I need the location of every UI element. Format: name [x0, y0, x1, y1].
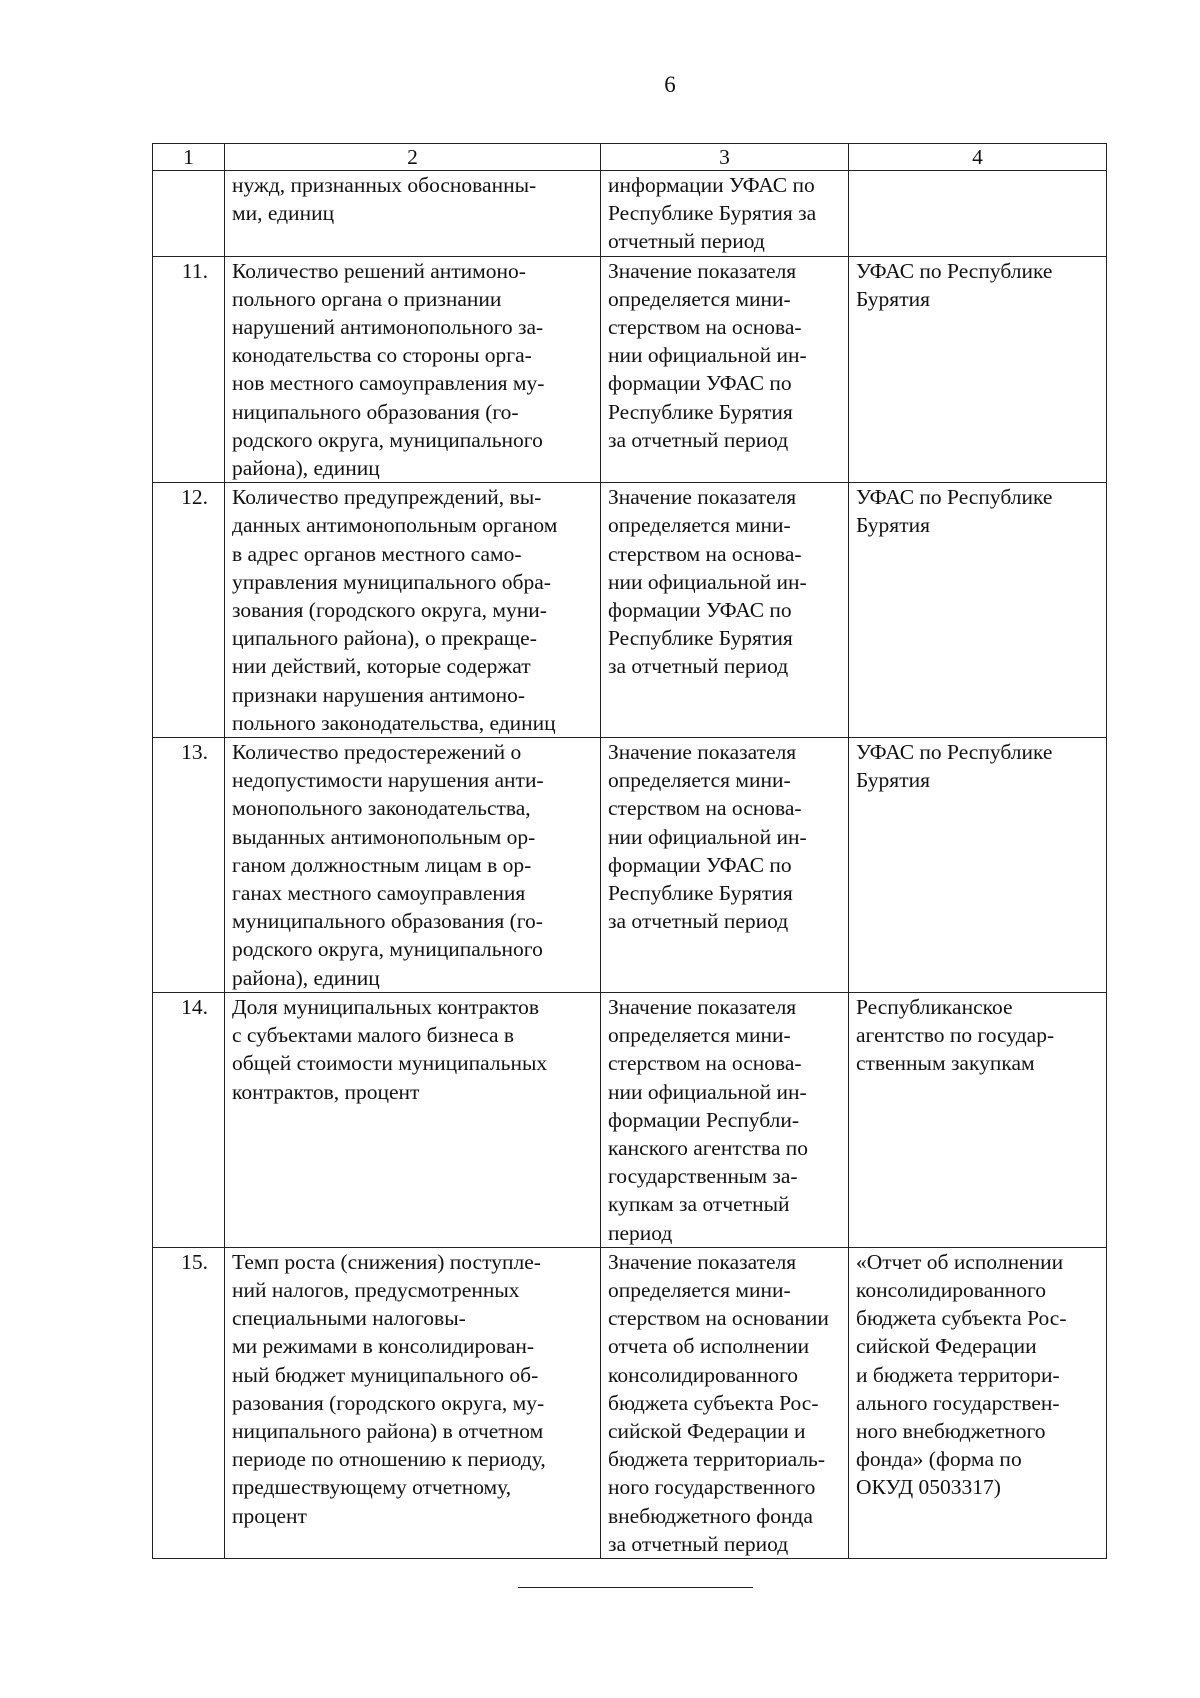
table-row	[153, 992, 1107, 1247]
row-number: 12.	[153, 483, 225, 738]
method-cell: Значение показателя определяется мини- стерством на основа- нии официальной ин- формации УФАС по Республике Бурятия за отчетный период	[601, 256, 849, 483]
indicator-cell: Количество решений антимоно- польного органа о признании нарушений антимонопольного за- конодательства со стороны орга- нов местного самоуправления му- ниципального образования (го- родского округа, муниципального района), единиц	[225, 256, 601, 483]
source-cell	[849, 171, 1107, 257]
row-number: 13.	[153, 738, 225, 993]
source-cell: УФАС по Республике Бурятия	[849, 483, 1107, 738]
indicator-cell: Количество предупреждений, вы- данных антимонопольным органом в адрес органов местного само- управления муниципального обра- зования (городского округа, муни- ципального района), о прекраще- нии действий, которые содержат признаки нарушения антимоно- польного законодательства, единиц	[225, 483, 601, 738]
indicator-cell: Количество предостережений о недопустимости нарушения анти- монопольного законодательства, выданных антимонопольным ор- ганом должностным лицам в ор- ганах местного самоуправления муниципального образования (го- родского округа, муниципального района), единиц	[225, 738, 601, 993]
method-cell: Значение показателя определяется мини- стерством на основа- нии официальной ин- формации УФАС по Республике Бурятия за отчетный период	[601, 483, 849, 738]
row-number	[153, 171, 225, 257]
row-number: 11.	[153, 256, 225, 483]
indicator-cell: нужд, признанных обоснованны- ми, единиц	[225, 171, 601, 257]
end-divider	[518, 1587, 753, 1588]
row-number: 15.	[153, 1247, 225, 1558]
table-header-row	[153, 144, 1107, 171]
page-number: 6	[664, 72, 676, 97]
indicators-table	[152, 143, 1107, 1559]
table-row	[153, 256, 1107, 483]
indicator-cell: Темп роста (снижения) поступле- ний налогов, предусмотренных специальными налоговы- ми режимами в консолидирован- ный бюджет муниципального об- разования (городского округа, му- ниципального района) в отчетном периоде по отношению к периоду, предшествующему отчетному, процент	[225, 1247, 601, 1558]
method-cell: Значение показателя определяется мини- стерством на основании отчета об исполнении консолидированного бюджета субъекта Рос- сийской Федерации и бюджета территориаль- ного государственного внебюджетного фонда за отчетный период	[601, 1247, 849, 1558]
column-header-2: 2	[225, 144, 601, 171]
source-cell: «Отчет об исполнении консолидированного бюджета субъекта Рос- сийской Федерации и бюджета территори- ального государствен- ного внебюджетного фонда» (форма по ОКУД 0503317)	[849, 1247, 1107, 1558]
column-header-3: 3	[601, 144, 849, 171]
table-row	[153, 738, 1107, 993]
column-header-1: 1	[153, 144, 225, 171]
source-cell: УФАС по Республике Бурятия	[849, 256, 1107, 483]
table-row	[153, 483, 1107, 738]
indicator-cell: Доля муниципальных контрактов с субъектами малого бизнеса в общей стоимости муниципальных контрактов, процент	[225, 992, 601, 1247]
source-cell: Республиканское агентство по государ- ственным закупкам	[849, 992, 1107, 1247]
method-cell: Значение показателя определяется мини- стерством на основа- нии официальной ин- формации Республи- канского агентства по государственным за- купкам за отчетный период	[601, 992, 849, 1247]
table-row	[153, 1247, 1107, 1558]
source-cell: УФАС по Республике Бурятия	[849, 738, 1107, 993]
method-cell: Значение показателя определяется мини- стерством на основа- нии официальной ин- формации УФАС по Республике Бурятия за отчетный период	[601, 738, 849, 993]
column-header-4: 4	[849, 144, 1107, 171]
row-number: 14.	[153, 992, 225, 1247]
table-row	[153, 171, 1107, 257]
method-cell: информации УФАС по Республике Бурятия за отчетный период	[601, 171, 849, 257]
